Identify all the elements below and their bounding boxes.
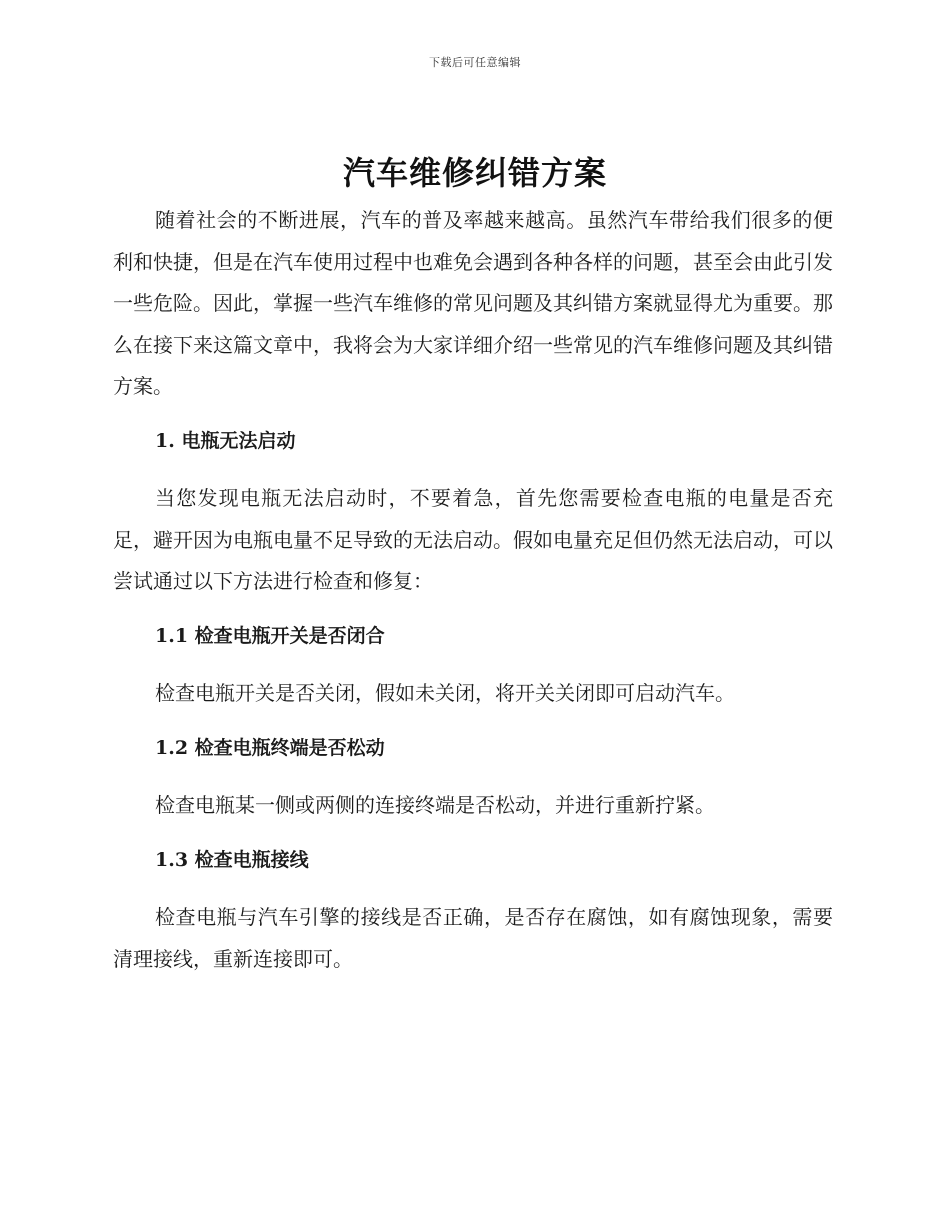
subsection-paragraph-1-1: 检查电瓶开关是否关闭，假如未关闭，将开关关闭即可启动汽车。 bbox=[155, 681, 735, 705]
subsection-heading-1-2: 1.2 检查电瓶终端是否松动 bbox=[155, 736, 385, 759]
document-body bbox=[113, 200, 833, 980]
subsection-heading-1-1: 1.1 检查电瓶开关是否闭合 bbox=[155, 624, 385, 647]
subsection-paragraph-1-3: 检查电瓶与汽车引擎的接线是否正确，是否存在腐蚀，如有腐蚀现象，需要清理接线，重新连接即可。 bbox=[113, 905, 833, 971]
intro-paragraph: 随着社会的不断进展，汽车的普及率越来越高。虽然汽车带给我们很多的便利和快捷，但是在汽车使用过程中也难免会遇到各种各样的问题，甚至会由此引发一些危险。因此，掌握一些汽车维修的常见问题及其纠错方案就显得尤为重要。那么在接下来这篇文章中，我将会为大家详细介绍一些常见的汽车维修问题及其纠错方案。 bbox=[113, 208, 833, 398]
header-note: 下载后可任意编辑 bbox=[429, 56, 521, 69]
section-paragraph-1: 当您发现电瓶无法启动时，不要着急，首先您需要检查电瓶的电量是否充足，避开因为电瓶电量不足导致的无法启动。假如电量充足但仍然无法启动，可以尝试通过以下方法进行检查和修复： bbox=[113, 486, 833, 593]
document-title: 汽车维修纠错方案 bbox=[342, 154, 607, 192]
section-heading-1: 1. 电瓶无法启动 bbox=[155, 429, 296, 452]
subsection-heading-1-3: 1.3 检查电瓶接线 bbox=[155, 848, 309, 871]
subsection-paragraph-1-2: 检查电瓶某一侧或两侧的连接终端是否松动，并进行重新拧紧。 bbox=[155, 793, 715, 817]
